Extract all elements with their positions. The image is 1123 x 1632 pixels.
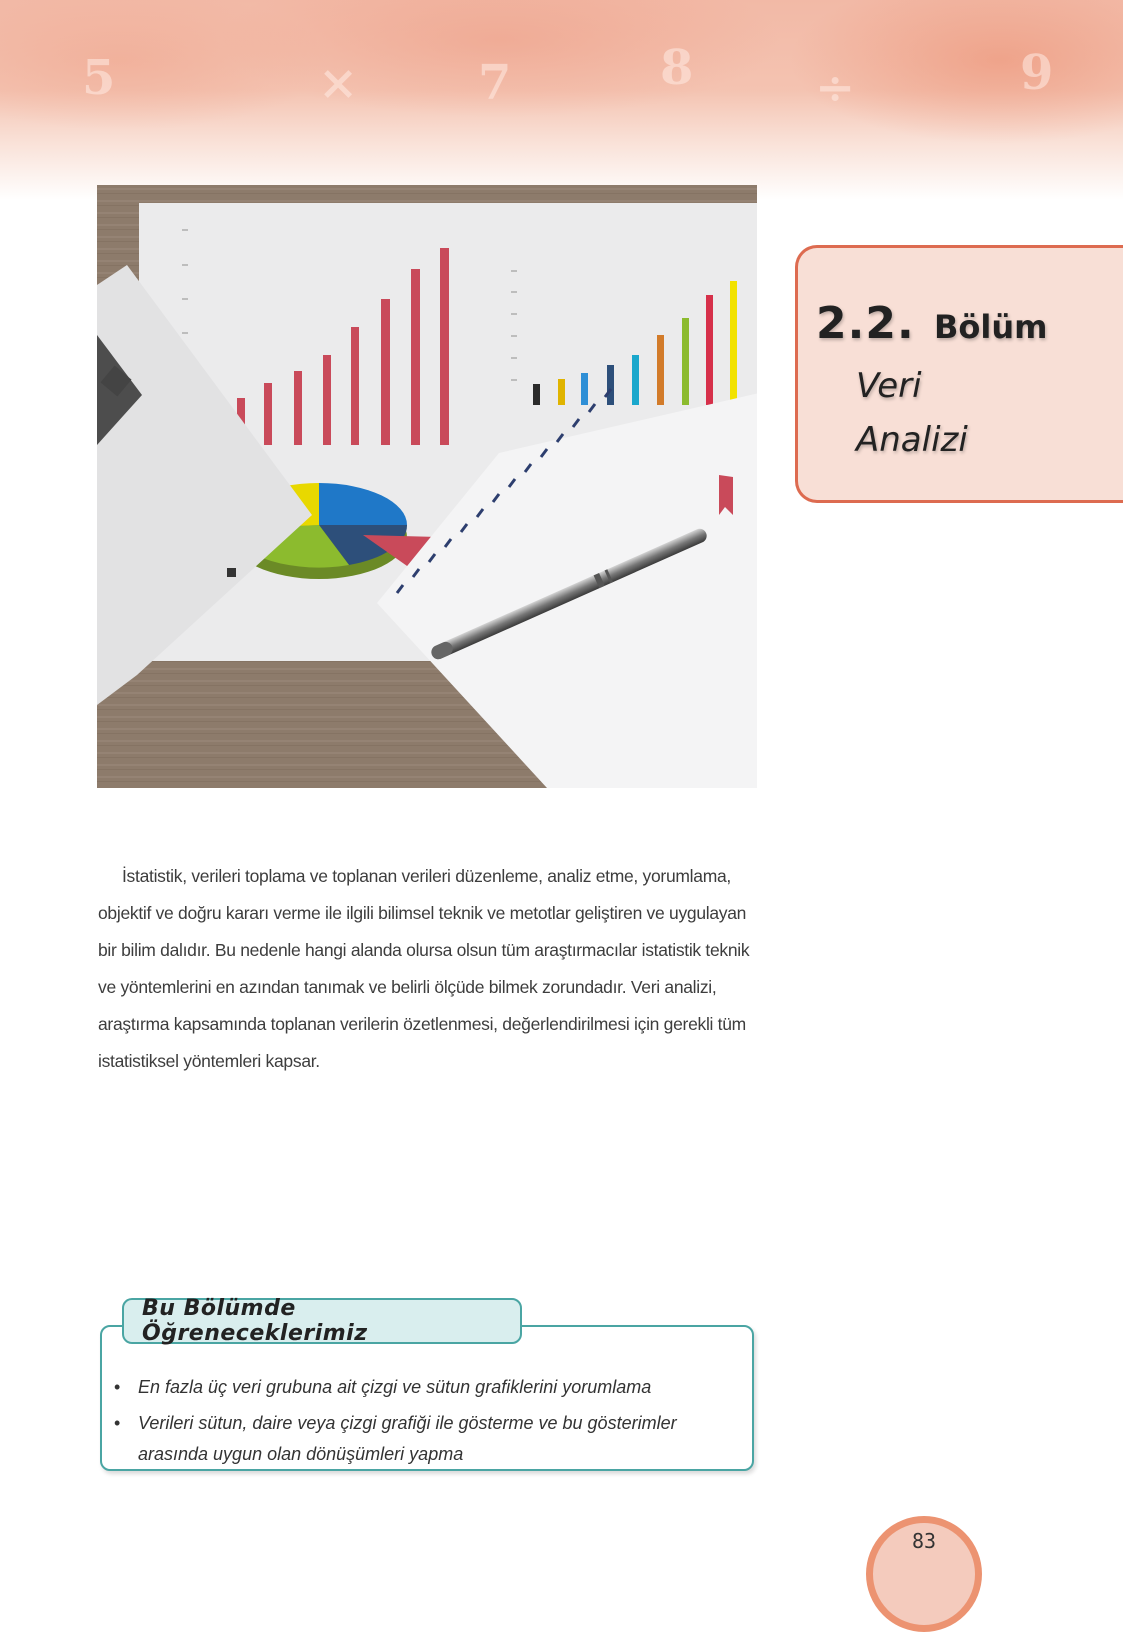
learning-objectives-title [122,1298,522,1344]
section-title-line1: Veri [856,366,922,406]
list-item-text: En fazla üç veri grubuna ait çizgi ve sütun grafiklerini yorumlama [138,1377,652,1397]
section-number: 2.2. [816,298,915,349]
list-item [112,1372,732,1403]
decorative-digit: 5 [82,50,116,106]
section-title-box [795,245,1123,503]
learning-objectives-title-text: Bu Bölümde Öğreneceklerimiz [142,1296,368,1346]
page-number-badge [866,1516,982,1632]
hero-photo-charts-on-desk [97,185,757,788]
list-item-text: Verileri sütun, daire veya çizgi grafiği ile gösterme ve bu gösterimler arasında uygun olan dönüşümleri yapma [138,1413,677,1464]
bullet-icon: • [114,1377,121,1397]
decorative-digit: 9 [1020,45,1054,101]
learning-objectives-list [112,1372,732,1470]
intro-paragraph-block [98,858,758,1080]
list-item [112,1408,732,1470]
decorative-digit: 7 [478,55,512,111]
decorative-symbol: ÷ [815,60,856,116]
decorative-symbol: × [318,55,359,111]
section-title-line2: Analizi [856,420,968,460]
decorative-digit: 8 [660,40,694,96]
header-watercolor-banner [0,0,1123,200]
bullet-icon: • [114,1413,121,1433]
section-label: Bölüm [934,308,1048,346]
page-number: 83 [911,1529,937,1553]
intro-paragraph: İstatistik, verileri toplama ve toplanan verileri düzenleme, analiz etme, yorumlama, objektif ve doğru kararı verme ile ilgili bilimsel teknik ve metotlar geliştiren ve uygulayan bir bilim dalıdır. Bu nedenle hangi alanda olursa olsun tüm araştırmacılar istatistik teknik ve yöntemlerini en azından tanımak ve belirli ölçüde bilmek zorundadır. Veri analizi, araştırma kapsamında toplanan verilerin özetlenmesi, değerlendirilmesi için gerekli tüm istatistiksel yöntemleri kapsar. [98,866,750,1071]
